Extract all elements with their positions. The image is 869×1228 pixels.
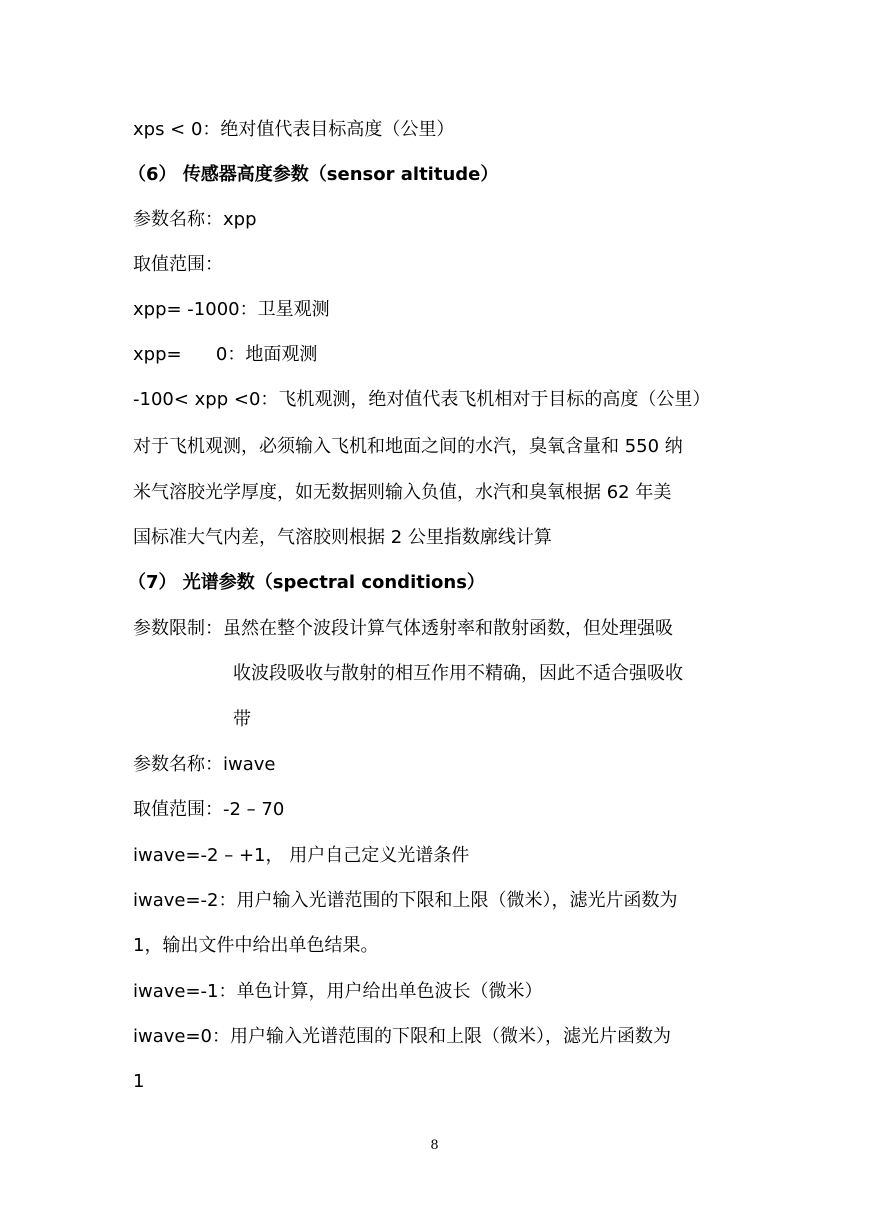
- param-name-iwave: 参数名称：iwave: [133, 754, 276, 775]
- iwave-user-defined-line: iwave=-2 – +1， 用户自己定义光谱条件: [133, 845, 470, 866]
- iwave-zero-line: iwave=0：用户输入光谱范围的下限和上限（微米），滤光片函数为: [133, 1026, 672, 1047]
- param-limit-line: 带: [233, 709, 251, 730]
- param-name-xpp: 参数名称：xpp: [133, 209, 257, 230]
- xps-negative-line: xps < 0：绝对值代表目标高度（公里）: [133, 119, 455, 140]
- iwave-minus2-line: iwave=-2：用户输入光谱范围的下限和上限（微米），滤光片函数为: [133, 890, 678, 911]
- xpp-satellite-line: xpp= -1000：卫星观测: [133, 299, 330, 320]
- xpp-aircraft-line: -100< xpp <0：飞机观测，绝对值代表飞机相对于目标的高度（公里）: [133, 389, 711, 410]
- param-limit-line: 收波段吸收与散射的相互作用不精确，因此不适合强吸收: [233, 663, 683, 684]
- xpp-ground-line: xpp= 0：地面观测: [133, 344, 318, 365]
- aircraft-note-line: 米气溶胶光学厚度，如无数据则输入负值，水汽和臭氧根据 62 年美: [133, 482, 672, 503]
- iwave-minus2-line: 1，输出文件中给出单色结果。: [133, 935, 379, 956]
- section-6-heading: （6） 传感器高度参数（sensor altitude）: [128, 164, 499, 185]
- range-label: 取值范围：: [133, 254, 223, 275]
- aircraft-note-line: 对于飞机观测，必须输入飞机和地面之间的水汽，臭氧含量和 550 纳: [133, 436, 683, 457]
- aircraft-note-line: 国标准大气内差，气溶胶则根据 2 公里指数廓线计算: [133, 527, 552, 548]
- iwave-minus1-line: iwave=-1：单色计算，用户给出单色波长（微米）: [133, 981, 543, 1002]
- param-limit-line: 参数限制：虽然在整个波段计算气体透射率和散射函数，但处理强吸: [133, 618, 673, 639]
- range-iwave: 取值范围：-2 – 70: [133, 799, 285, 820]
- section-7-heading: （7） 光谱参数（spectral conditions）: [128, 572, 485, 593]
- page-number: 8: [430, 1138, 439, 1153]
- iwave-zero-line: 1: [133, 1071, 145, 1092]
